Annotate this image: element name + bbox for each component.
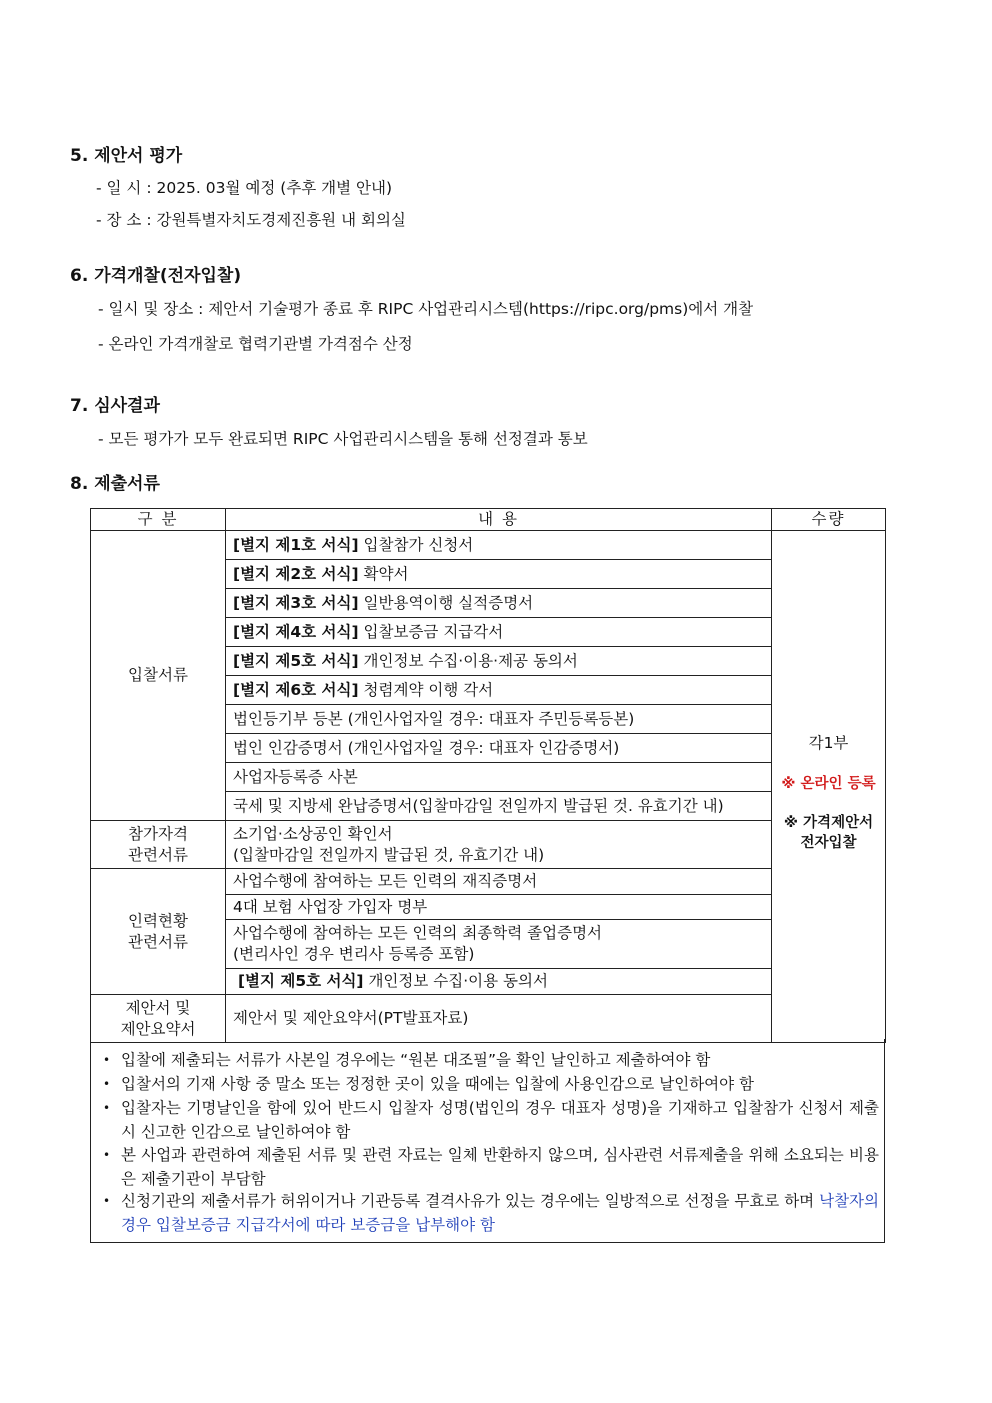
section-5-line-place: - 장 소 : 강원특별자치도경제진흥원 내 회의실 [96,211,406,229]
staff-row-3 [226,920,772,969]
bid-row-2 [226,560,772,589]
category-staff-docs [91,869,226,995]
bullet-icon: • [103,1148,111,1162]
note-item-3 [103,1096,879,1144]
category-line-1: 참가자격 [128,824,188,843]
bullet-icon: • [103,1101,111,1115]
row-text: 입찰참가 신청서 [358,535,474,554]
bid-row-3 [226,589,772,618]
category-line-2: 관련서류 [128,845,188,864]
row-text: 확약서 [358,564,409,583]
bullet-icon: • [103,1077,111,1091]
row-line-2: (입찰마감일 전일까지 발급된 것, 유효기간 내) [233,845,545,864]
staff-row-4 [226,969,772,995]
form-label: [별지 제6호 서식] [233,680,359,699]
form-label: [별지 제2호 서식] [233,564,359,583]
bid-row-8: 법인 인감증명서 (개인사업자일 경우: 대표자 인감증명서) [226,734,772,763]
row-line-1: 소기업·소상공인 확인서 [233,824,393,843]
quantity-cell [772,531,886,1043]
staff-row-2: 4대 보험 사업장 가입자 명부 [226,895,772,920]
proposal-row: 제안서 및 제안요약서(PT발표자료) [226,995,772,1043]
bid-row-5 [226,647,772,676]
category-line-1: 제안서 및 [125,998,191,1017]
note-text: 입찰자는 기명날인을 함에 있어 반드시 입찰자 성명(법인의 경우 대표자 성명)을 기재하고 입찰참가 신청서 제출 시 신고한 인감으로 날인하여야 함 [121,1099,879,1141]
bid-row-10: 국세 및 지방세 완납증명서(입찰마감일 전일까지 발급된 것. 유효기간 내) [226,792,772,821]
form-label: [별지 제3호 서식] [233,593,359,612]
note-item-1 [103,1048,879,1072]
note-item-4 [103,1143,879,1191]
qualification-row [226,821,772,869]
note-text-part-1: 신청기관의 제출서류가 허위이거나 기관등록 결격사유가 있는 경우에는 일방적으로 선정을 무효로 하며 [121,1192,820,1210]
row-line-1: 사업수행에 참여하는 모든 인력의 최종학력 졸업증명서 [233,924,603,942]
form-label: [별지 제4호 서식] [233,622,359,641]
submission-documents-table [90,508,886,1043]
row-text: 일반용역이행 실적증명서 [358,593,534,612]
note-text: 본 사업과 관련하여 제출된 서류 및 관련 자료는 일체 반환하지 않으며, 심사관련 서류제출을 위해 소요되는 비용은 제출기관이 부담함 [121,1146,879,1188]
row-line-2: (변리사인 경우 변리사 등록증 포함) [233,945,475,963]
note-text: 입찰서의 기재 사항 중 말소 또는 정정한 곳이 있을 때에는 입찰에 사용인감으로 날인하여야 함 [121,1075,755,1093]
header-category: 구 분 [91,509,226,531]
row-text: 개인정보 수집·이용·제공 동의서 [358,651,578,670]
section-7-title: 7. 심사결과 [70,396,160,416]
section-5-title: 5. 제안서 평가 [70,146,183,166]
price-proposal-line-2: 전자입찰 [800,834,857,851]
bullet-icon: • [103,1053,111,1067]
section-7-line-result: - 모든 평가가 모두 완료되면 RIPC 사업관리시스템을 통해 선정결과 통보 [98,430,588,448]
section-5-line-date: - 일 시 : 2025. 03월 예정 (추후 개별 안내) [96,179,393,197]
bid-row-6 [226,676,772,705]
note-text: 입찰에 제출되는 서류가 사본일 경우에는 “원본 대조필”을 확인 날인하고 제출하여야 함 [121,1051,711,1069]
category-bid-docs: 입찰서류 [91,531,226,821]
row-text: 청렴계약 이행 각서 [358,680,494,699]
note-text-highlight: 낙찰자의 경우 입찰보증금 지급각서에 따라 보증금을 납부해야 함 [121,1192,879,1234]
online-register-note: ※ 온라인 등록 [781,775,876,792]
category-line-2: 제안요약서 [120,1019,196,1038]
header-content: 내 용 [226,509,772,531]
bid-row-4 [226,618,772,647]
category-line-1: 인력현황 [128,911,188,930]
note-text [121,1189,879,1237]
header-quantity: 수량 [772,509,886,531]
form-label: [별지 제5호 서식] [237,972,364,990]
bid-row-7: 법인등기부 등본 (개인사업자일 경우: 대표자 주민등록등본) [226,705,772,734]
category-qualification-docs [91,821,226,869]
bid-row-1 [226,531,772,560]
form-label: [별지 제1호 서식] [233,535,359,554]
note-item-5 [103,1189,879,1237]
row-text: 개인정보 수집·이용 동의서 [363,972,548,990]
section-6-line-place: - 일시 및 장소 : 제안서 기술평가 종료 후 RIPC 사업관리시스템(https://ripc.org/pms)에서 개찰 [98,300,754,318]
section-6-line-score: - 온라인 가격개찰로 협력기관별 가격점수 산정 [98,335,413,353]
section-6-title: 6. 가격개찰(전자입찰) [70,266,242,286]
price-proposal-line-1: ※ 가격제안서 [783,814,874,831]
category-proposal-docs [91,995,226,1043]
form-label: [별지 제5호 서식] [233,651,359,670]
price-proposal-note [774,813,883,853]
row-text: 입찰보증금 지급각서 [358,622,504,641]
note-item-2 [103,1072,879,1096]
quantity-main: 각1부 [808,733,849,752]
staff-row-1: 사업수행에 참여하는 모든 인력의 재직증명서 [226,869,772,895]
category-line-2: 관련서류 [128,932,188,951]
section-8-title: 8. 제출서류 [70,474,160,494]
bullet-icon: • [103,1194,111,1208]
notes-box [90,1039,885,1243]
bid-row-9: 사업자등록증 사본 [226,763,772,792]
